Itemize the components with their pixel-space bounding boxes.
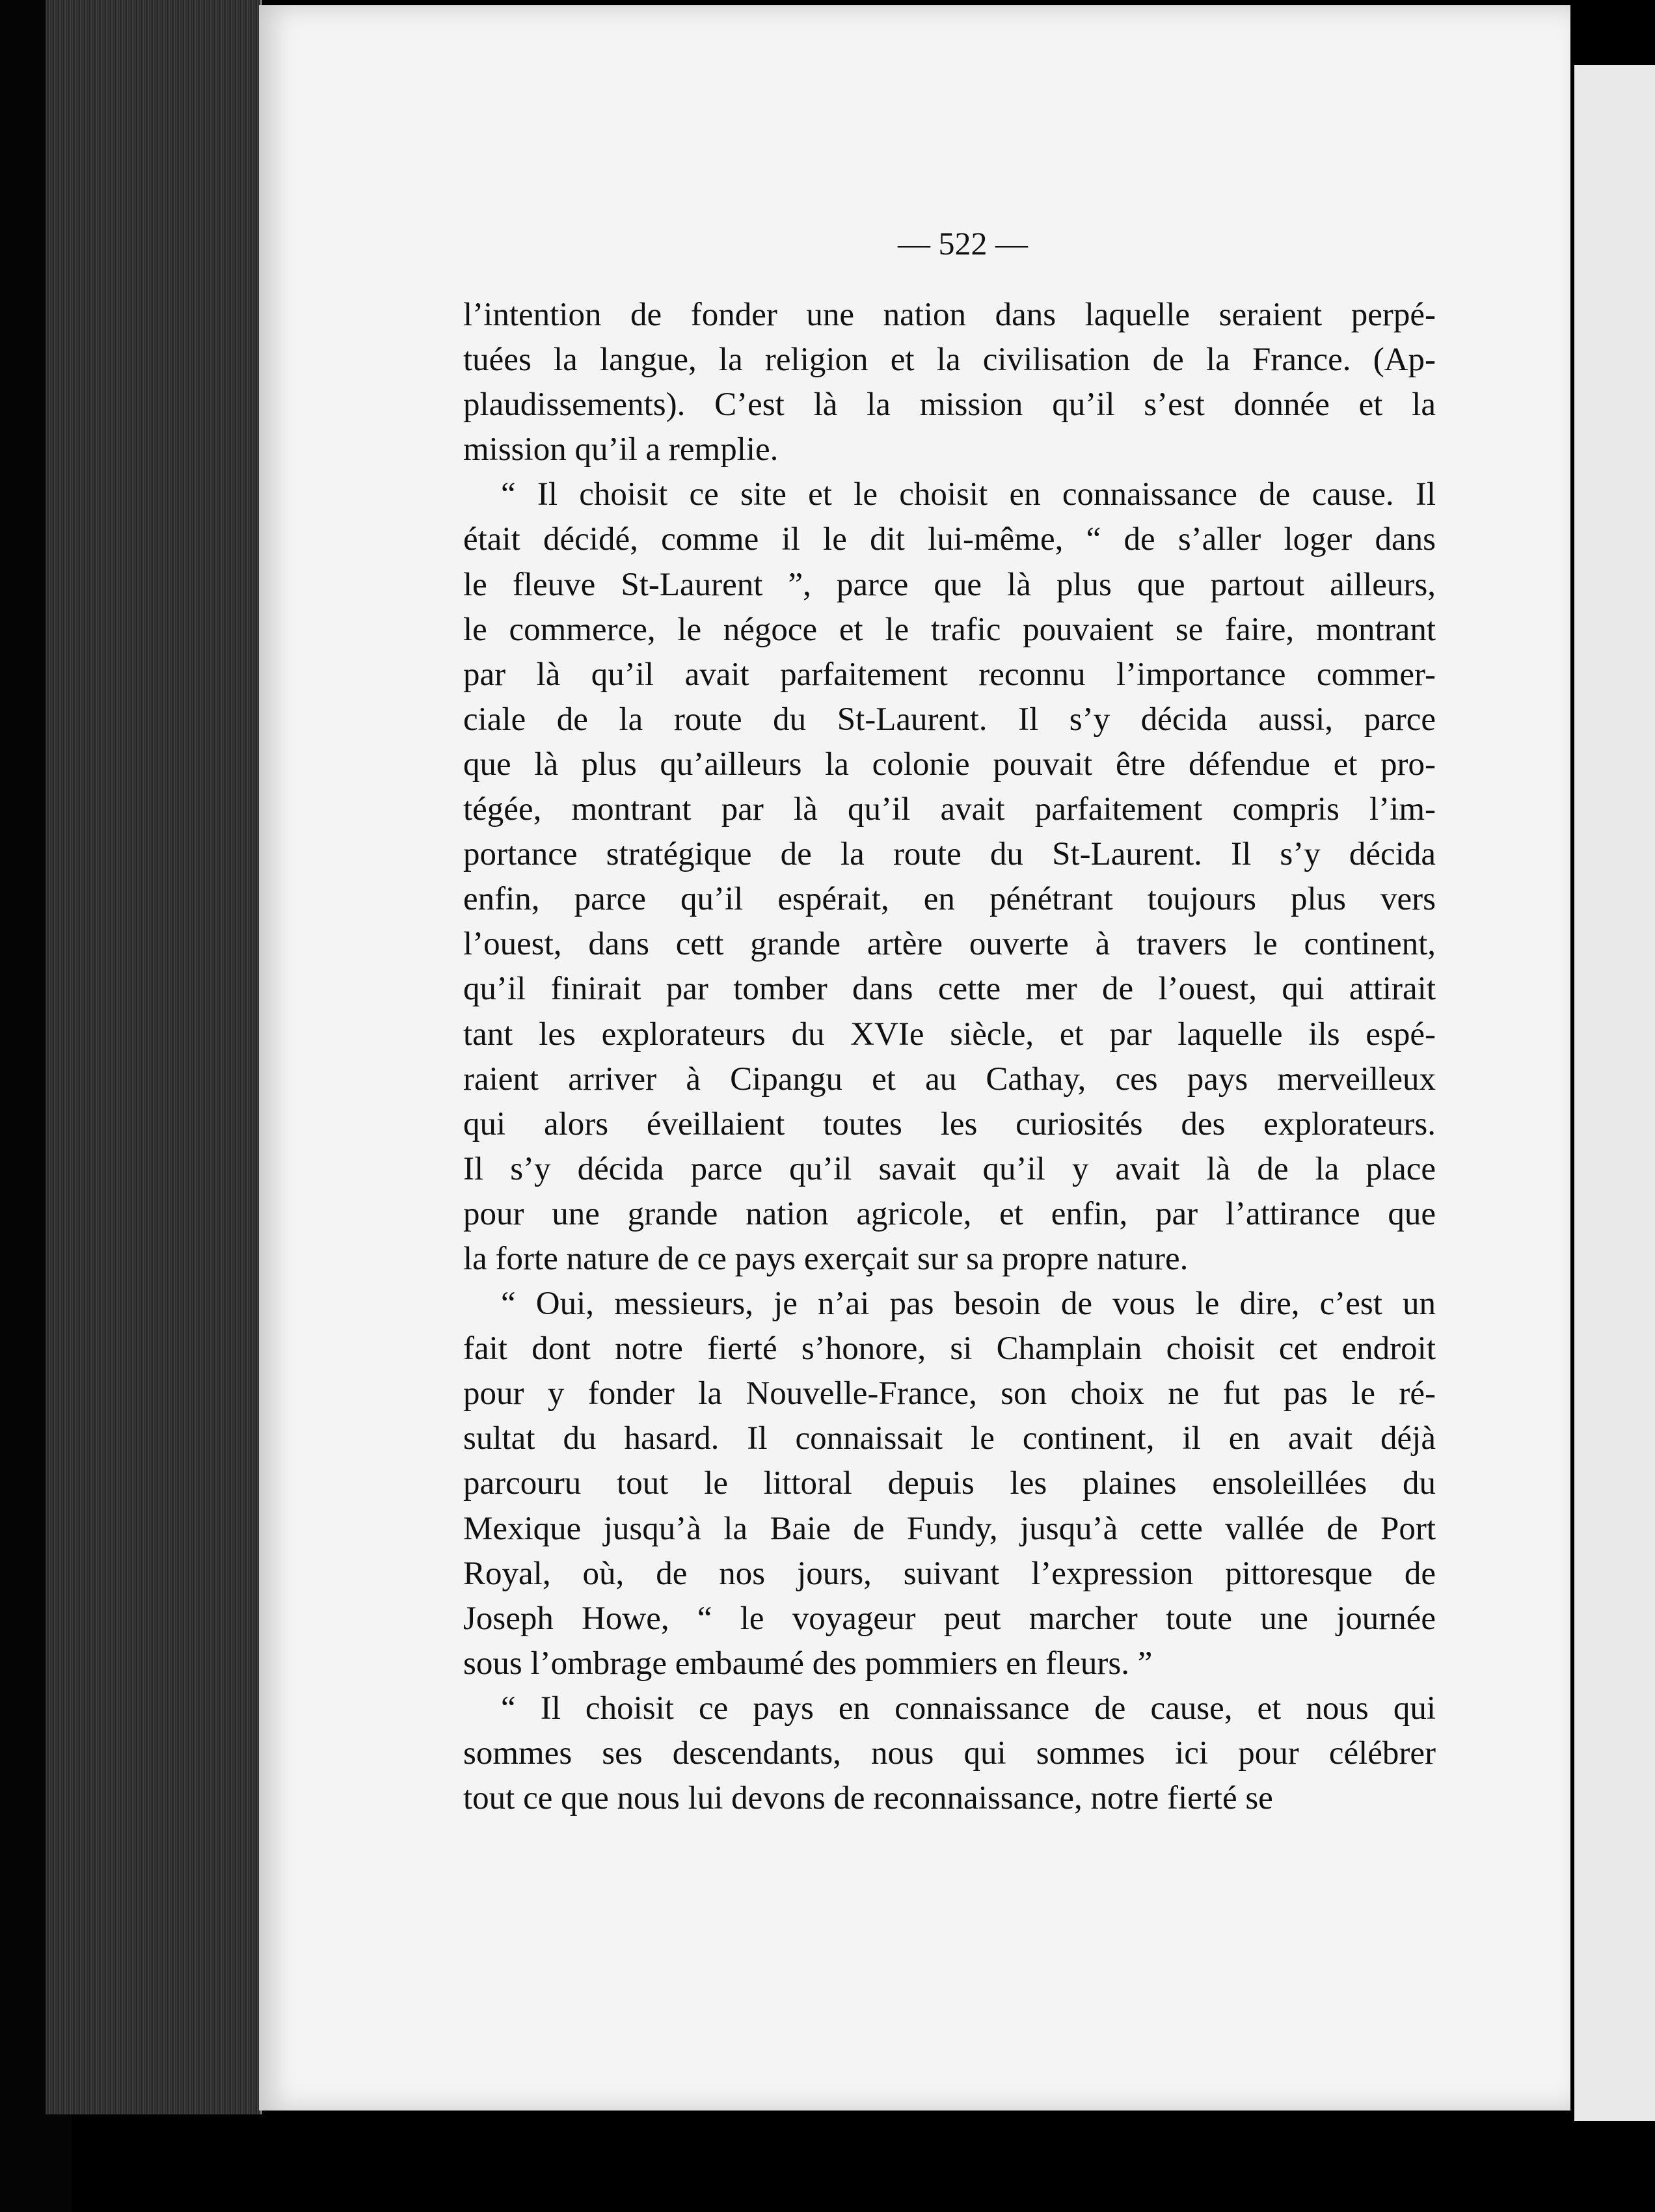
text-line: l’intention de fonder une nation dans laquelle seraient perpé- [463,297,1436,333]
text-line: le fleuve St-Laurent ”, parce que là plus que partout ailleurs, [463,566,1436,603]
facing-page [1574,65,1655,2121]
text-line: mission qu’il a remplie. [463,431,779,468]
text-line: tégée, montrant par là qu’il avait parfaitement compris l’im- [463,791,1436,828]
text-line: parcouru tout le littoral depuis les plaines ensoleillées du [463,1465,1436,1502]
text-line: pour une grande nation agricole, et enfin, par l’attirance que [463,1195,1436,1232]
text-line: sommes ses descendants, nous qui sommes ici pour célébrer [463,1735,1436,1772]
text-line: pour y fonder la Nouvelle-France, son choix ne fut pas le ré- [463,1375,1436,1412]
text-line: que là plus qu’ailleurs la colonie pouvait être défendue et pro- [463,746,1436,783]
text-line: ciale de la route du St-Laurent. Il s’y décida aussi, parce [463,701,1436,738]
paragraph [463,293,1436,472]
text-line: tout ce que nous lui devons de reconnaissance, notre fierté se [463,1780,1273,1817]
text-line: qu’il finirait par tomber dans cette mer de l’ouest, qui attirait [463,971,1436,1008]
text-line: portance stratégique de la route du St-Laurent. Il s’y décida [463,836,1436,873]
text-line: “ Oui, messieurs, je n’ai pas besoin de vous le dire, c’est un [501,1286,1436,1323]
text-line: Royal, où, de nos jours, suivant l’expression pittoresque de [463,1555,1436,1592]
text-line: Joseph Howe, “ le voyageur peut marcher toute une journée [463,1600,1436,1637]
text-line: “ Il choisit ce pays en connaissance de cause, et nous qui [501,1690,1436,1727]
text-line: tuées la langue, la religion et la civilisation de la France. (Ap- [463,342,1436,379]
paragraph [463,472,1436,1282]
text-line: le commerce, le négoce et le trafic pouvaient se faire, montrant [463,611,1436,648]
page-edges [46,0,262,2114]
text-line: sous l’ombrage embaumé des pommiers en fleurs. ” [463,1645,1153,1682]
text-line: sultat du hasard. Il connaissait le continent, il en avait déjà [463,1420,1436,1457]
paragraph [463,1686,1436,1821]
text-line: Mexique jusqu’à la Baie de Fundy, jusqu’à cette vallée de Port [463,1510,1436,1547]
page-number: — 522 — [898,225,1028,262]
text-line: tant les explorateurs du XVIe siècle, et par laquelle ils espé- [463,1016,1436,1053]
paragraph [463,1282,1436,1686]
text-line: enfin, parce qu’il espérait, en pénétrant toujours plus vers [463,881,1436,918]
text-line: était décidé, comme il le dit lui-même, “ de s’aller loger dans [463,521,1436,558]
body-text [463,293,1436,1821]
text-line: qui alors éveillaient toutes les curiosités des explorateurs. [463,1105,1436,1142]
text-line: plaudissements). C’est là la mission qu’il s’est donnée et la [463,386,1436,424]
text-line: la forte nature de ce pays exerçait sur sa propre nature. [463,1240,1189,1277]
text-line: Il s’y décida parce qu’il savait qu’il y avait là de la place [463,1150,1436,1187]
text-line: “ Il choisit ce site et le choisit en connaissance de cause. Il [501,476,1436,513]
text-line: par là qu’il avait parfaitement reconnu l’importance commer- [463,656,1436,693]
text-line: l’ouest, dans cett grande artère ouverte à travers le continent, [463,926,1436,963]
text-line: fait dont notre fierté s’honore, si Champlain choisit cet endroit [463,1330,1436,1368]
text-line: raient arriver à Cipangu et au Cathay, ces pays merveilleux [463,1060,1436,1098]
